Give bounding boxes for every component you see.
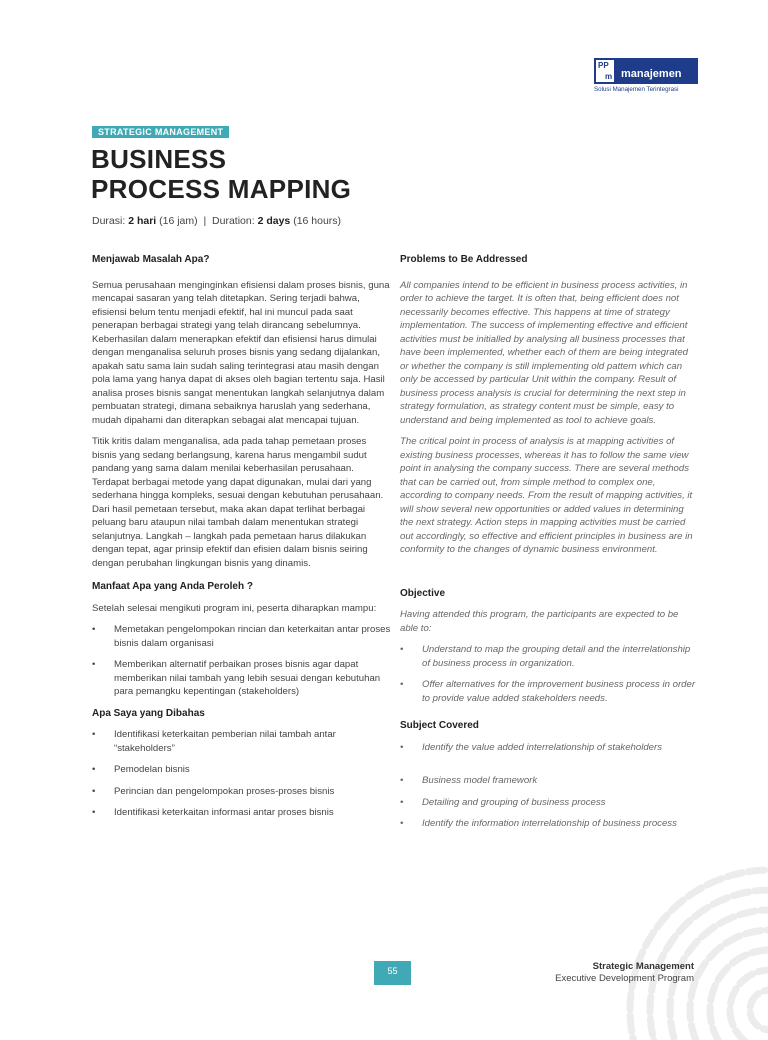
section-heading-topics-id: Apa Saya yang Dibahas — [92, 707, 205, 719]
subject-list-en — [400, 741, 696, 831]
objective-list-en — [400, 643, 696, 705]
category-tag: STRATEGIC MANAGEMENT — [92, 126, 229, 138]
list-item: • Perincian dan pengelompokan proses-proses bisnis — [92, 785, 335, 797]
list-item: • Pemodelan bisnis — [92, 764, 190, 775]
topic-list-id — [92, 728, 392, 820]
duration-unit-en: (16 hours) — [290, 215, 342, 227]
duration-line — [92, 215, 341, 227]
duration-separator: | — [197, 215, 213, 227]
list-item: • Identifikasi keterkaitan pemberian nilai tambah antar “stakeholders” — [92, 729, 336, 754]
section-heading-problem-id: Menjawab Masalah Apa? — [92, 254, 210, 265]
english-column — [400, 253, 696, 839]
ppm-logo — [594, 58, 698, 93]
paragraph-problem-id-1: Semua perusahaan menginginkan efisiensi dalam proses bisnis, guna mencapai sasaran yang telah ditetapkan. Sering terjadi bahwa, efisiensi belum tentu menjadi efektif, hal ini muncul pada saat penerapan berbagai strategi yang telah dirancang sebelumnya. Keberhasilan dalam menerapkan efektif dan efisiensi harus dimulai dengan menganalisa seluruh proses bisnis yang sedang dijalankan, apakah satu sama lain sudah saling terintegrasi atau masih dengan pola lama yang hanya dapat di akses oleh bagian tertentu saja. Hasil analisa proses bisnis sangat menentukan langkah selanjutnya dalam pembuatan strategi, dimana sebaiknya haruslah yang sederhana, mudah dipahami dan diterapkan sebagai alat mencapai tujuan. — [92, 279, 390, 426]
list-item: • Identify the information interrelationship of business process — [400, 818, 677, 829]
list-item: • Understand to map the grouping detail and the interrelationship of business process in organization. — [400, 644, 691, 669]
title-line-2: PROCESS MAPPING — [91, 174, 352, 204]
section-heading-subjects-en: Subject Covered — [400, 720, 479, 731]
duration-value-id: 2 hari — [128, 215, 157, 227]
list-item: • Memetakan pengelompokan rincian dan keterkaitan antar proses bisnis dalam organisasi — [92, 624, 391, 649]
list-item: • Offer alternatives for the improvement business process in order to provide value added stakeholders needs. — [400, 679, 696, 704]
duration-label-en: Duration: — [212, 215, 258, 227]
fingerprint-watermark-icon — [600, 820, 768, 1040]
footer-title: Strategic Management — [592, 961, 694, 972]
logo-tagline: Solusi Manajemen Terintegrasi — [594, 86, 679, 93]
list-item: • Business model framework — [400, 775, 538, 786]
page-title — [91, 144, 351, 204]
ppm-logo-mark: PP m — [594, 58, 616, 84]
logo-wordmark: manajemen — [616, 58, 698, 84]
page-number: 55 — [374, 961, 411, 985]
footer — [555, 961, 694, 985]
duration-value-en: 2 days — [257, 215, 291, 227]
indonesian-column — [92, 253, 392, 828]
list-item: • Identify the value added interrelationship of stakeholders — [400, 741, 662, 753]
footer-subtitle: Executive Development Program — [555, 973, 694, 984]
paragraph-problem-en-2: The critical point in process of analysis is at mapping activities of existing business processes, whereas it has to follow the same view point in analysing the company success. There are several methods that can be carried out, from simple method to complex one, according to company needs. From the result of mapping activities, it will show several new opportunities or added values in determining the next strategy. Action steps in mapping activities must be carried out accordingly, so effective and efficient principles in business are in conformity to the changes of dynamic business environment. — [400, 436, 693, 555]
duration-unit-id: (16 jam) — [156, 215, 198, 227]
paragraph-benefit-intro-id: Setelah selesai mengikuti program ini, peserta diharapkan mampu: — [92, 602, 377, 614]
paragraph-problem-en-1: All companies intend to be efficient in business process activities, in order to achieve the target. It is often that, being efficient does not necessarily becomes effective. This happens at time of strategy implementation. The success of implementing effective and efficient activities must be initialled by analysing all business processes that have been implemented, whether each of them are being integrated or whether the company is still implementing old pattern which can only be accessed by particular Unit within the company. Result of business process analysis is crucial for determining the next step in strategy formulation, as strategy content must be simple, easy to understand and being implemented as tool to achieve goals. — [400, 279, 688, 426]
paragraph-problem-id-2: Titik kritis dalam menganalisa, ada pada tahap pemetaan proses bisnis yang sedang berlangsung, karena harus mengambil sudut pandang yang sama dalam menilai keberhasilan perusahaan. Terdapat berbagai metode yang dapat digunakan, mulai dari yang sederhana hingga kompleks, sesuai dengan kebutuhan perusahaan. Dari hasil pemetaan tersebut, maka akan dapat terlihat berbagai peluang baru ataupun nilai tambah dalam menentukan strategi selanjutnya. Langkah – langkah pada pemetaan harus dilakukan dengan tepat, agar prinsip efektif dan efisien dalam bisnis seiring dengan perubahan lingkungan bisnis yang dinamis. — [92, 436, 384, 569]
duration-label-id: Durasi: — [92, 215, 129, 227]
section-heading-problem-en: Problems to Be Addressed — [400, 254, 528, 265]
title-line-1: BUSINESS — [91, 144, 227, 174]
section-heading-benefit-id: Manfaat Apa yang Anda Peroleh ? — [92, 581, 253, 592]
list-item: • Memberikan alternatif perbaikan proses bisnis agar dapat memberikan nilai tambah yang lebih sesuai dengan kebutuhan para pemangku kepentingan (stakeholders) — [92, 659, 381, 697]
benefit-list-id — [92, 623, 392, 699]
section-heading-objective-en: Objective — [400, 587, 446, 599]
paragraph-objective-intro-en: Having attended this program, the participants are expected to be able to: — [400, 609, 679, 634]
list-item: • Identifikasi keterkaitan informasi antar proses bisnis — [92, 807, 334, 818]
list-item: • Detailing and grouping of business process — [400, 796, 606, 808]
